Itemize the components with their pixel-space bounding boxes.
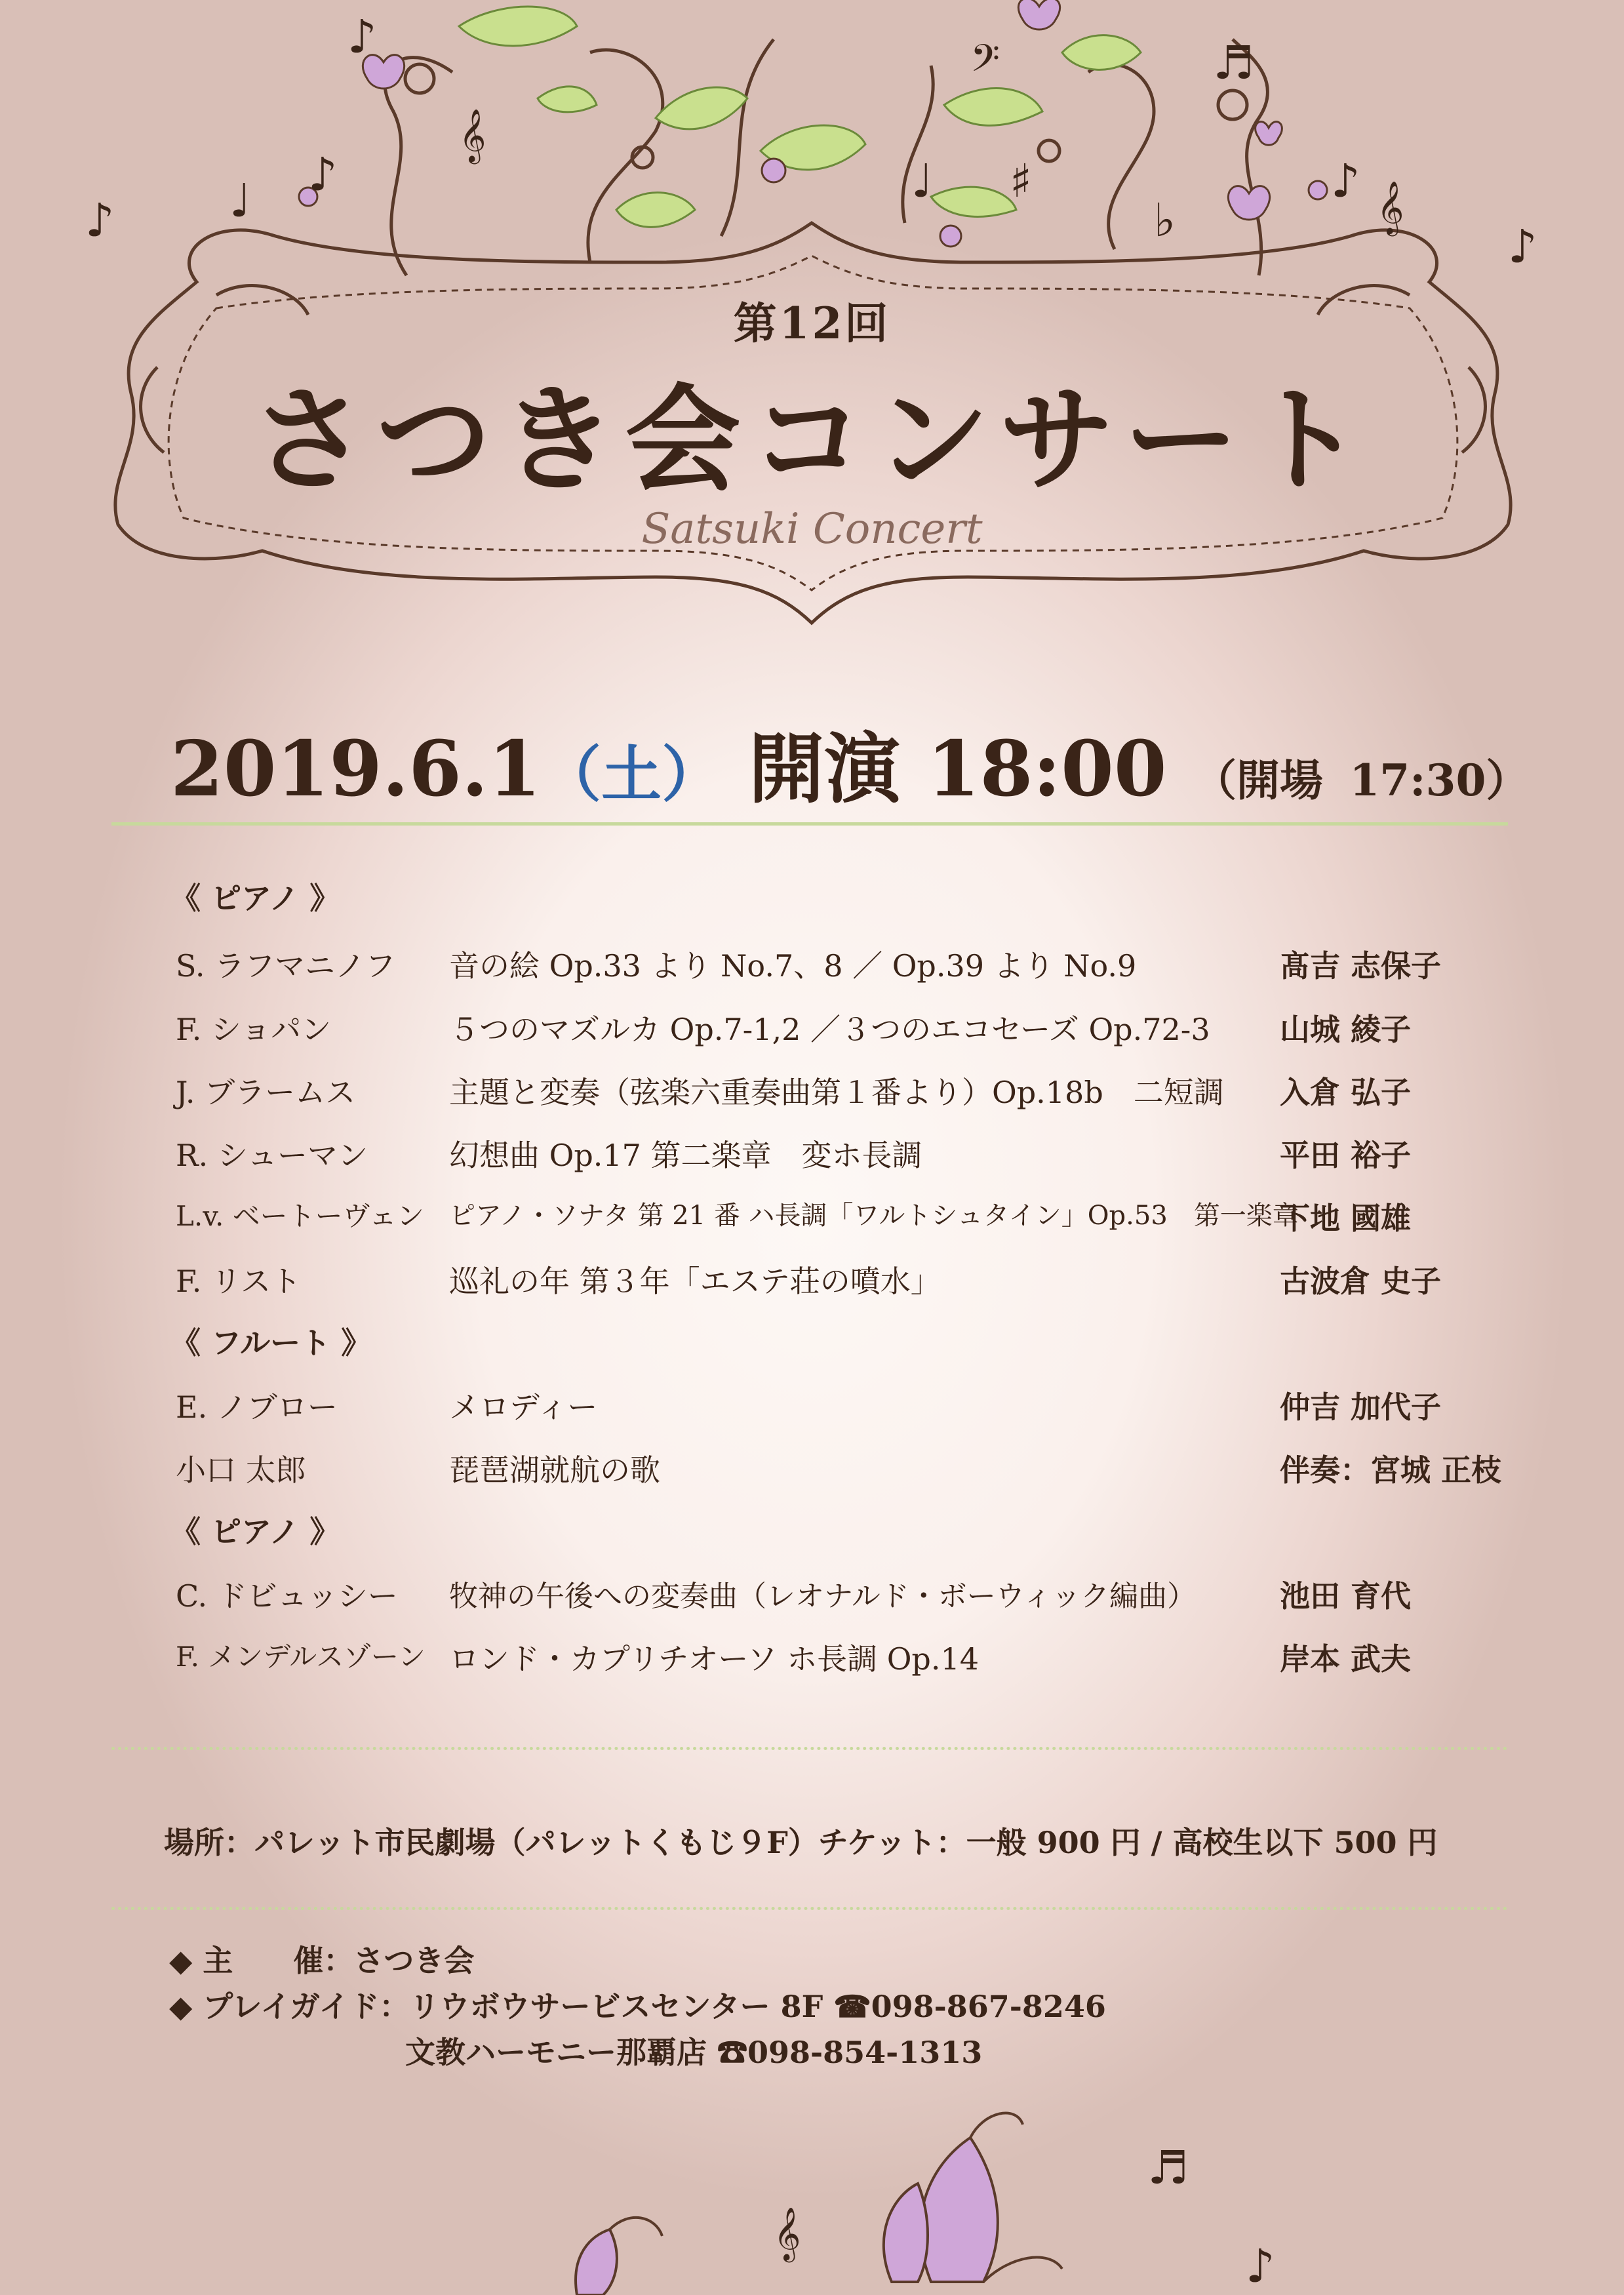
- vine-left: [385, 58, 452, 275]
- performer: 仲吉 加代子: [1280, 1389, 1442, 1425]
- svg-text:♩: ♩: [911, 154, 934, 208]
- composer: 小口 太郎: [176, 1452, 306, 1488]
- playguide-info: ◆ プレイガイド：リウボウサービスセンター 8F ☎098-867-8246: [169, 1989, 1106, 2024]
- divider: [111, 1907, 1508, 1910]
- composer: F. リスト: [176, 1264, 302, 1299]
- section-heading-flute: 《 フルート 》: [170, 1325, 372, 1361]
- svg-text:♬: ♬: [1213, 36, 1254, 90]
- concert-date: 2019.6.1: [170, 725, 542, 814]
- svg-text:♭: ♭: [1154, 193, 1176, 247]
- performer: 古波倉 史子: [1280, 1264, 1442, 1299]
- svg-text:♪: ♪: [1508, 220, 1537, 273]
- piece: ５つのマズルカ Op.7-1,2 ／３つのエコセーズ Op.72-3: [449, 1012, 1210, 1047]
- composer: E. ノブロー: [176, 1389, 338, 1425]
- edition-label: 第12回: [733, 298, 891, 349]
- flower: [921, 2138, 998, 2282]
- performer: 伴奏：宮城 正枝: [1280, 1452, 1502, 1488]
- composer: F. ショパン: [176, 1012, 332, 1047]
- composer: L.v. ベートーヴェン: [176, 1200, 425, 1232]
- composer: C. ドビュッシー: [176, 1578, 398, 1614]
- composer: R. シューマン: [176, 1138, 368, 1173]
- piece: 主題と変奏（弦楽六重奏曲第１番より）Op.18b 二短調: [449, 1075, 1224, 1110]
- svg-text:♪: ♪: [1331, 154, 1360, 208]
- subtitle: Satsuki Concert: [641, 505, 983, 553]
- start-time: 18:00: [926, 725, 1167, 814]
- divider: [111, 822, 1508, 826]
- performer: 平田 裕子: [1280, 1138, 1412, 1173]
- svg-text:♬: ♬: [1147, 2141, 1189, 2195]
- performer: 髙吉 志保子: [1280, 948, 1442, 984]
- piece: ロンド・カプリチオーソ ホ長調 Op.14: [449, 1641, 980, 1677]
- piece: メロディー: [449, 1389, 598, 1425]
- composer: J. ブラームス: [176, 1075, 356, 1110]
- piece: 音の絵 Op.33 より No.7、8 ／ Op.39 より No.9: [449, 948, 1137, 984]
- divider: [111, 1747, 1508, 1750]
- date-line: 2019.6.1（土） 開演 18:00 （開場 17:30）: [170, 725, 1530, 814]
- weekday: 土: [601, 739, 662, 810]
- performer: 入倉 弘子: [1280, 1075, 1412, 1110]
- svg-text:♪: ♪: [1246, 2239, 1275, 2293]
- music-note-icon: 𝄞: [774, 2206, 801, 2260]
- composer: S. ラフマニノフ: [176, 948, 396, 984]
- piece: 幻想曲 Op.17 第二楽章 変ホ長調: [449, 1138, 922, 1173]
- section-heading-piano-2: 《 ピアノ 》: [170, 1514, 340, 1549]
- vine-right: [1088, 64, 1154, 249]
- doors-time: 17:30: [1349, 755, 1486, 806]
- svg-text:♪: ♪: [347, 10, 377, 64]
- playguide-info-2: 文教ハーモニー那覇店 ☎098-854-1313: [405, 2035, 983, 2070]
- svg-text:𝄞: 𝄞: [459, 108, 486, 162]
- piece: 巡礼の年 第３年「エステ荘の噴水」: [449, 1264, 941, 1299]
- start-label: 開演: [748, 725, 901, 814]
- performer: 岸本 武夫: [1280, 1641, 1412, 1677]
- performer: 山城 綾子: [1280, 1012, 1412, 1047]
- music-note-icon: ♪: [85, 193, 115, 247]
- piece: ピアノ・ソナタ 第 21 番 ハ長調「ワルトシュタイン」Op.53 第一楽章: [449, 1201, 1299, 1231]
- bottom-floral-decoration: [0, 2085, 1624, 2295]
- host-info: ◆ 主 催：さつき会: [169, 1943, 475, 1978]
- composer: F. メンデルスゾーン: [176, 1641, 426, 1673]
- section-heading-piano: 《 ピアノ 》: [170, 881, 340, 916]
- page-title: さつき会コンサート: [251, 372, 1373, 508]
- piece: 琵琶湖就航の歌: [449, 1452, 660, 1488]
- svg-text:♩: ♩: [229, 174, 252, 228]
- doors-label: 開場: [1236, 755, 1323, 806]
- svg-text:♪: ♪: [308, 148, 338, 201]
- performer: 下地 國雄: [1280, 1201, 1412, 1236]
- svg-text:𝄢: 𝄢: [970, 36, 1000, 90]
- svg-text:𝄞: 𝄞: [1377, 180, 1404, 234]
- performer: 池田 育代: [1280, 1578, 1412, 1614]
- leaf: [459, 7, 577, 46]
- venue-ticket-info: 場所：パレット市民劇場（パレットくもじ９F）チケット：一般 900 円 / 高校生以下 500 円: [164, 1825, 1438, 1860]
- svg-text:♯: ♯: [1010, 154, 1032, 208]
- piece: 牧神の午後への変奏曲（レオナルド・ボーウィック編曲）: [449, 1580, 1197, 1613]
